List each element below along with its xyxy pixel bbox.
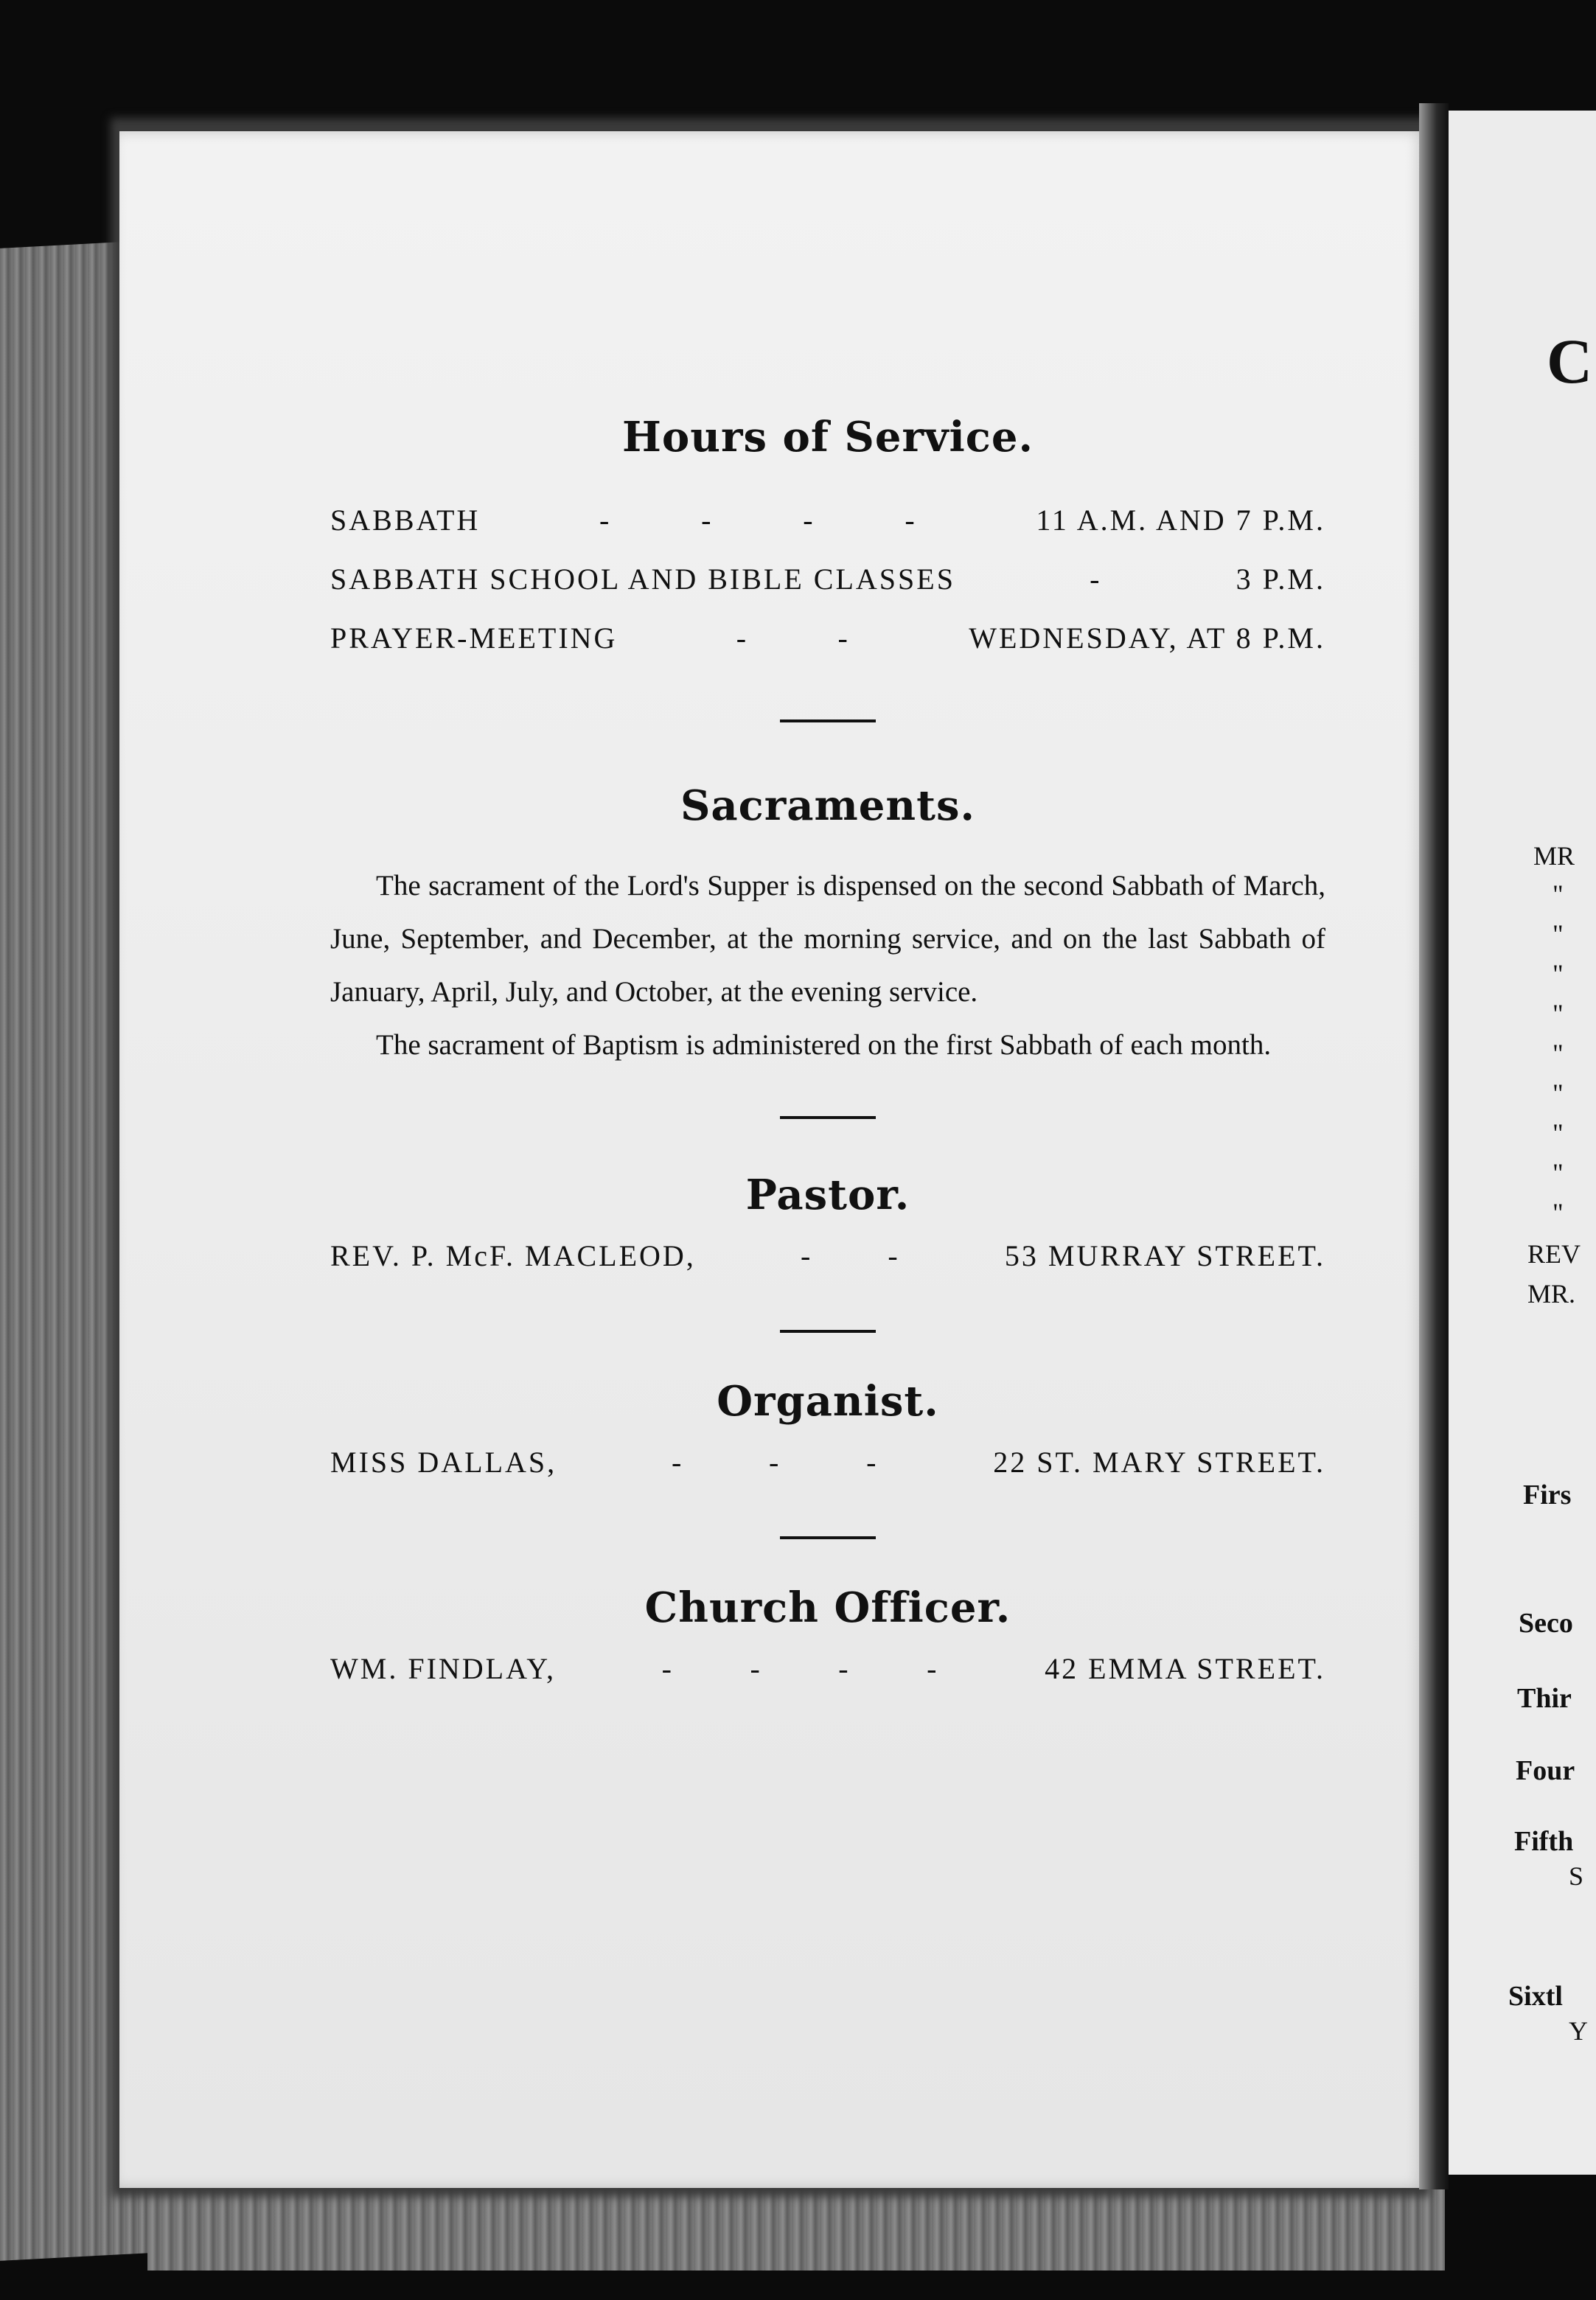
pastor-row — [330, 1227, 1325, 1286]
dash: - — [750, 1652, 762, 1685]
dash-leader — [480, 491, 1036, 550]
dash: - — [736, 621, 749, 655]
sacraments-paragraph-2: The sacrament of Baptism is administered on the first Sabbath of each month. — [376, 1029, 1272, 1061]
dash: - — [803, 503, 815, 537]
pastor-address: 53 MURRAY STREET. — [1004, 1239, 1325, 1272]
dash-leader — [696, 1227, 1005, 1286]
right-page-first: Firs — [1523, 1480, 1572, 1510]
left-page-content — [330, 413, 1325, 1698]
dash: - — [599, 503, 612, 537]
church-officer-address: 42 EMMA STREET. — [1045, 1652, 1325, 1685]
right-page-mr2: MR. — [1527, 1279, 1576, 1308]
right-page-fourth: Four — [1516, 1755, 1575, 1786]
service-row-school — [330, 550, 1325, 609]
ditto-mark: " — [1553, 1158, 1564, 1188]
dash: - — [701, 503, 714, 537]
dash: - — [866, 1446, 879, 1479]
organist-name: MISS DALLAS, — [330, 1446, 557, 1479]
service-label: PRAYER-MEETING — [330, 621, 618, 655]
dash-leader — [617, 609, 969, 668]
right-page-rev: REV — [1527, 1239, 1581, 1269]
ditto-mark: " — [1553, 1078, 1564, 1108]
church-officer-heading: Church Officer. — [644, 1583, 1011, 1632]
dash-leader — [955, 550, 1236, 609]
hours-heading: Hours of Service. — [621, 413, 1034, 461]
service-row-sabbath — [330, 491, 1325, 550]
ditto-mark: " — [1553, 999, 1564, 1028]
dash: - — [905, 503, 917, 537]
service-label: SABBATH SCHOOL AND BIBLE CLASSES — [330, 562, 955, 596]
book-gutter — [1419, 103, 1449, 2189]
service-label: SABBATH — [330, 503, 481, 537]
ditto-mark: " — [1553, 1118, 1564, 1148]
service-time: 3 P.M. — [1236, 562, 1325, 596]
right-page-sixth-sub: Y — [1569, 2016, 1588, 2046]
right-page-third: Thir — [1517, 1683, 1572, 1714]
right-page-initial: C — [1547, 326, 1593, 397]
service-time: WEDNESDAY, AT 8 P.M. — [969, 621, 1325, 655]
sacraments-paragraph-1: The sacrament of the Lord's Supper is dispensed on the second Sabbath of March, June, September, and December, at the morning service, and on the last Sabbath of January, April, July, and October, at the evening service. — [330, 870, 1325, 1008]
ditto-mark: " — [1553, 879, 1564, 909]
dash: - — [671, 1446, 684, 1479]
sacraments-heading: Sacraments. — [680, 781, 976, 830]
organist-address: 22 ST. MARY STREET. — [993, 1446, 1325, 1479]
ditto-mark: " — [1553, 919, 1564, 949]
church-officer-name: WM. FINDLAY, — [330, 1652, 557, 1685]
right-page-second: Seco — [1519, 1608, 1573, 1639]
church-officer-row — [330, 1639, 1325, 1698]
dash: - — [1090, 562, 1102, 596]
dash: - — [661, 1652, 674, 1685]
organist-row — [330, 1433, 1325, 1492]
organist-heading: Organist. — [717, 1377, 939, 1426]
dash: - — [888, 1239, 900, 1272]
service-row-prayer — [330, 609, 1325, 668]
dash-leader — [556, 1639, 1045, 1698]
service-time: 11 A.M. AND 7 P.M. — [1036, 503, 1325, 537]
right-page-mr: MR — [1533, 841, 1575, 871]
ditto-mark: " — [1553, 1198, 1564, 1227]
pastor-name: REV. P. McF. MACLEOD, — [330, 1239, 696, 1272]
dash: - — [837, 621, 850, 655]
dash: - — [769, 1446, 781, 1479]
pastor-heading: Pastor. — [745, 1171, 910, 1219]
ditto-mark: " — [1553, 959, 1564, 989]
right-page-fifth: Fifth — [1514, 1826, 1574, 1857]
right-page-fifth-sub: S — [1569, 1861, 1584, 1891]
dash: - — [800, 1239, 813, 1272]
right-page-sixth: Sixtl — [1508, 1981, 1563, 2012]
dash-leader — [557, 1433, 993, 1492]
ditto-mark: " — [1553, 1039, 1564, 1068]
dash: - — [838, 1652, 851, 1685]
dash: - — [927, 1652, 939, 1685]
